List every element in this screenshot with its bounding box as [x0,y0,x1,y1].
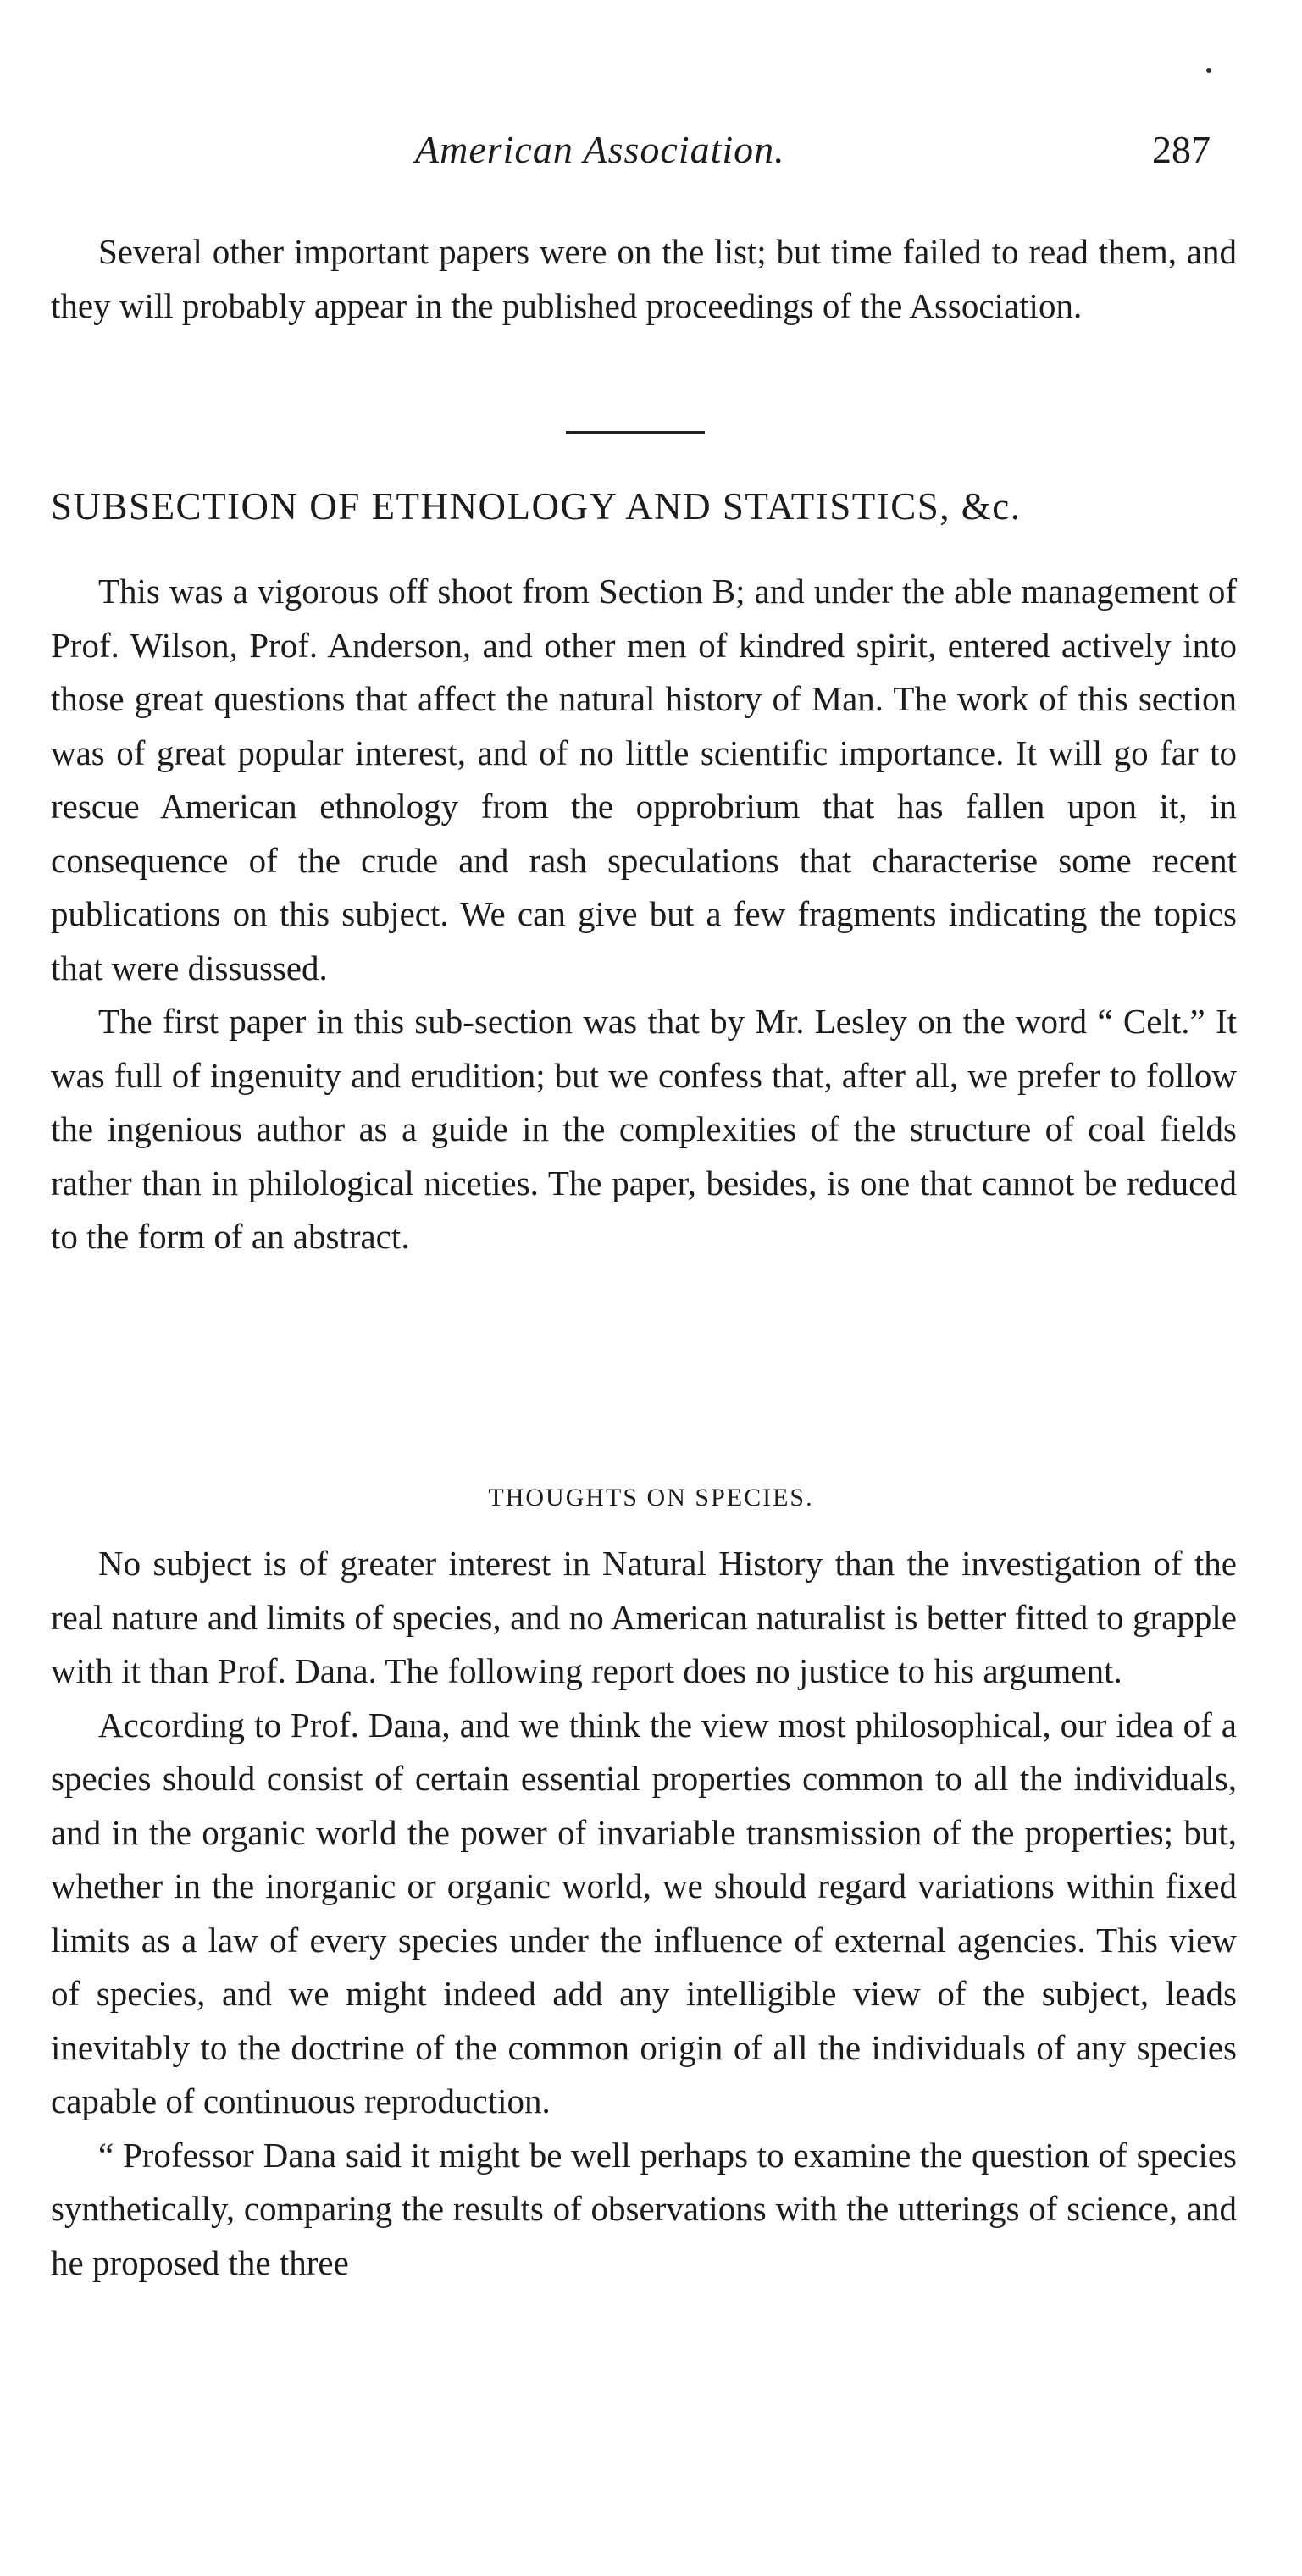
section-body [51,565,1237,1264]
section-paragraph: This was a vigorous off shoot from Section B; and under the able management of Prof. Wilson, Prof. Anderson, and other men of kindred spirit, entered actively into those great questions that affect the natural history of Man. The work of this section was of great popular interest, and of no little scientific importance. It will go far to rescue American ethnology from the opprobrium that has fallen upon it, in consequence of the crude and rash speculations that characterise some recent publications on this subject. We can give but a few fragments indicating the topics that were dissussed. [51,572,1237,987]
running-head [0,127,1302,178]
opening-paragraph: Several other important papers were on the list; but time failed to read them, and they will probably appear in the published proceedings of the Association. [51,232,1237,325]
running-title: American Association. [415,128,785,171]
section-paragraph: The first paper in this sub-section was that by Mr. Lesley on the word “ Celt.” It was full of ingenuity and erudition; but we confess that, after all, we prefer to follow the ingenious author as a guide in the complexities of the structure of coal fields rather than in philological niceties. The paper, besides, is one that cannot be reduced to the form of an abstract. [51,1002,1237,1256]
page-speck [1206,68,1211,73]
subsection-paragraph: “ Professor Dana said it might be well perhaps to examine the question of species synthetically, comparing the results of observations with the utterings of science, and he proposed the three [51,2135,1237,2282]
page-number: 287 [1152,128,1211,171]
section-heading: SUBSECTION OF ETHNOLOGY AND STATISTICS, &c. [51,485,1022,528]
opening-text [51,225,1237,333]
subsection-paragraph: No subject is of greater interest in Natural History than the investigation of the real nature and limits of species, and no American naturalist is better fitted to grapple with it than Prof. Dana. The following report does no justice to his argument. [51,1544,1237,1690]
subsection-heading: THOUGHTS ON SPECIES. [488,1484,814,1512]
subsection-body [51,1537,1237,2290]
section-divider [566,431,705,434]
subsection-paragraph: According to Prof. Dana, and we think the view most philosophical, our idea of a species should consist of certain essential properties common to all the individuals, and in the organic world the power of invariable transmission of the properties; but, whether in the inorganic or organic world, we should regard variations within fixed limits as a law of every species under the influence of external agencies. This view of species, and we might indeed add any intelligible view of the subject, leads inevitably to the doctrine of the common origin of all the individuals of any species capable of continuous reproduction. [51,1705,1237,2120]
